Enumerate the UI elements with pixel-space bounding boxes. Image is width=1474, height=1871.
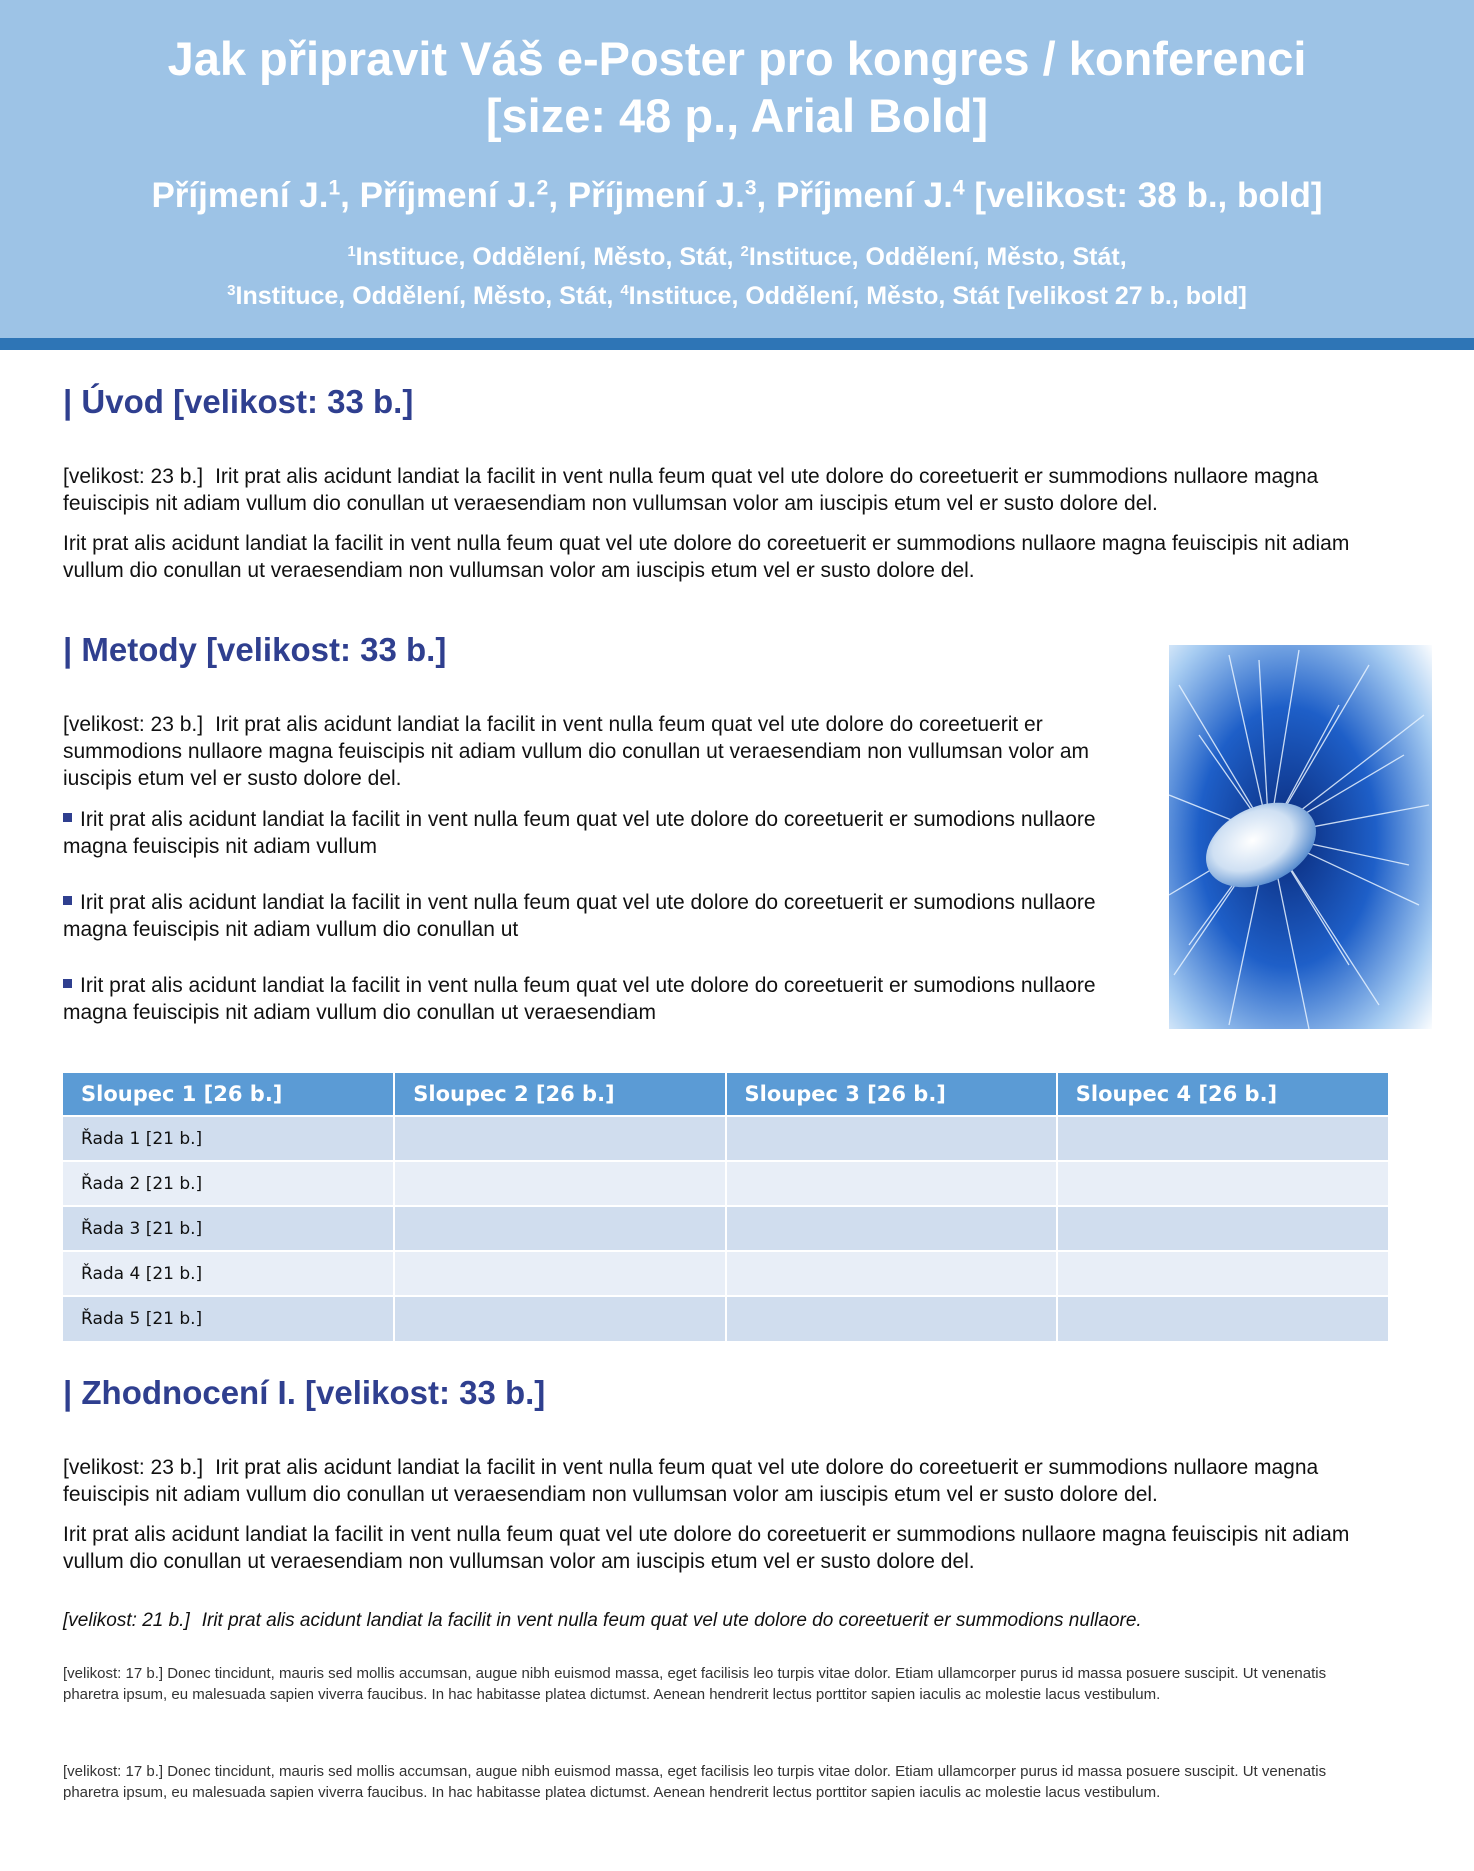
title-line-2: [size: 48 p., Arial Bold]: [485, 89, 989, 142]
data-table: [63, 1073, 1388, 1341]
row-label: Řada 2 [21 b.]: [63, 1161, 394, 1206]
small-paragraph-2: [velikost: 17 b.] Donec tincidunt, mauris sed mollis accumsan, augue nibh euismod massa, eget facilisis leo turpis vitae dolor. Etiam ullamcorper purus id massa posuere suscipit. Ut venenatis pharetra ipsum, eu malesuada sapien viverra faucibus. In hac habitasse platea dictumst. Aenean hendrerit lectus porttitor sapien iaculis ac molestie lacus vestibulum.: [63, 1763, 1327, 1801]
table-cell: [394, 1161, 725, 1206]
section-heading-uvod: | Úvod [velikost: 33 b.]: [63, 383, 414, 420]
author-4: Příjmení J.: [775, 176, 953, 215]
metody-bullet-1: Irit prat alis acidunt landiat la facilit in vent nulla feum quat vel ute dolore do coreetuerit er sumodions nullaore magna feuiscipis nit adiam vullum: [63, 808, 1096, 858]
dandelion-photo: [1169, 645, 1432, 1029]
table-cell: [726, 1251, 1057, 1296]
uvod-paragraph-2: Irit prat alis acidunt landiat la facilit in vent nulla feum quat vel ute dolore do coreetuerit er summodions nullaore magna feuiscipis nit adiam vullum dio conullan ut veraesendiam non vullumsan volor am iuscipis etum vel er susto dolore del.: [63, 532, 1350, 582]
row-label: Řada 3 [21 b.]: [63, 1206, 394, 1251]
affiliations-line-2: $^3$Instituce, Oddělení, Město, Stát, $^4$Instituce, Oddělení, Město, Stát [velikost 27 b., bold]: [227, 282, 1247, 310]
table-cell: [726, 1296, 1057, 1341]
author-list: Příjmení J.$^1$, Příjmení J.$^2$, Příjmení J.$^3$, Příjmení J.$^4$ [velikost: 38 b., bold]: [151, 176, 1323, 215]
table-cell: [1057, 1296, 1388, 1341]
table-cell: [726, 1206, 1057, 1251]
italic-note: [velikost: 21 b.] Irit prat alis acidunt landiat la facilit in vent nulla feum quat vel ute dolore do coreetuerit er summodions nullaore.: [63, 1610, 1142, 1631]
table-row: [63, 1206, 1388, 1251]
poster-header: [0, 0, 1474, 338]
table-header-cell: Sloupec 1 [26 b.]: [63, 1073, 394, 1116]
table-row: [63, 1296, 1388, 1341]
table-cell: [1057, 1251, 1388, 1296]
author-size-note: [velikost: 38 b., bold]: [974, 176, 1323, 215]
small-paragraph-1: [velikost: 17 b.] Donec tincidunt, mauris sed mollis accumsan, augue nibh euismod massa, eget facilisis leo turpis vitae dolor. Etiam ullamcorper purus id massa posuere suscipit. Ut venenatis pharetra ipsum, eu malesuada sapien viverra faucibus. In hac habitasse platea dictumst. Aenean hendrerit lectus porttitor sapien iaculis ac molestie lacus vestibulum.: [63, 1665, 1327, 1703]
table-row: [63, 1161, 1388, 1206]
title-line-1: Jak připravit Váš e-Poster pro kongres / konferenci: [167, 32, 1307, 85]
section-heading-zhodnoceni: | Zhodnocení I. [velikost: 33 b.]: [63, 1374, 546, 1411]
table-cell: [1057, 1116, 1388, 1161]
table-cell: [394, 1296, 725, 1341]
table-header-cell: Sloupec 3 [26 b.]: [726, 1073, 1057, 1116]
table-cell: [726, 1116, 1057, 1161]
author-2: Příjmení J.: [359, 176, 537, 215]
metody-bullet-2: Irit prat alis acidunt landiat la facilit in vent nulla feum quat vel ute dolore do coreetuerit er sumodions nullaore magna feuiscipis nit adiam vullum dio conullan ut: [63, 891, 1096, 941]
affiliations: [0, 238, 1474, 316]
header-divider-bar: [0, 338, 1474, 350]
uvod-paragraph-1: [velikost: 23 b.] Irit prat alis acidunt landiat la facilit in vent nulla feum quat vel ute dolore do coreetuerit er summodions nullaore magna feuiscipis nit adiam vullum dio conullan ut veraesendiam non vullumsan volor am iuscipis etum vel er susto dolore del.: [63, 465, 1319, 515]
table-row: [63, 1251, 1388, 1296]
table-header-cell: Sloupec 2 [26 b.]: [394, 1073, 725, 1116]
zhodnoceni-paragraph-1: [velikost: 23 b.] Irit prat alis acidunt landiat la facilit in vent nulla feum quat vel ute dolore do coreetuerit er summodions nullaore magna feuiscipis nit adiam vullum dio conullan ut veraesendiam non vullumsan volor am iuscipis etum vel er susto dolore del.: [63, 1456, 1319, 1506]
metody-paragraph-1: [velikost: 23 b.] Irit prat alis acidunt landiat la facilit in vent nulla feum quat vel ute dolore do coreetuerit er summodions nullaore magna feuiscipis nit adiam vullum dio conullan ut veraesendiam non vullumsan volor am iuscipis etum vel er susto dolore del.: [63, 713, 1090, 790]
metody-bullet-3: Irit prat alis acidunt landiat la facilit in vent nulla feum quat vel ute dolore do coreetuerit er sumodions nullaore magna feuiscipis nit adiam vullum dio conullan ut veraesendiam: [63, 974, 1096, 1024]
table-cell: [726, 1161, 1057, 1206]
row-label: Řada 5 [21 b.]: [63, 1296, 394, 1341]
bullet-square-icon: [63, 979, 72, 988]
table-row: [63, 1116, 1388, 1161]
author-1: Příjmení J.: [151, 176, 329, 215]
table-cell: [1057, 1161, 1388, 1206]
affiliations-line-1: $^1$Instituce, Oddělení, Město, Stát, $^2$Instituce, Oddělení, Město, Stát,: [347, 243, 1127, 271]
dandelion-illustration: [1169, 645, 1432, 1029]
row-label: Řada 4 [21 b.]: [63, 1251, 394, 1296]
table-cell: [394, 1116, 725, 1161]
bullet-square-icon: [63, 813, 72, 822]
poster-title: [0, 30, 1474, 144]
row-label: Řada 1 [21 b.]: [63, 1116, 394, 1161]
author-3: Příjmení J.: [567, 176, 745, 215]
table-cell: [1057, 1206, 1388, 1251]
table-header-cell: Sloupec 4 [26 b.]: [1057, 1073, 1388, 1116]
section-heading-metody: | Metody [velikost: 33 b.]: [63, 631, 447, 668]
table-header-row: [63, 1073, 1388, 1116]
zhodnoceni-paragraph-2: Irit prat alis acidunt landiat la facilit in vent nulla feum quat vel ute dolore do coreetuerit er summodions nullaore magna feuiscipis nit adiam vullum dio conullan ut veraesendiam non vullumsan volor am iuscipis etum vel er susto dolore del.: [63, 1523, 1350, 1573]
bullet-square-icon: [63, 896, 72, 905]
table-cell: [394, 1206, 725, 1251]
table-cell: [394, 1251, 725, 1296]
